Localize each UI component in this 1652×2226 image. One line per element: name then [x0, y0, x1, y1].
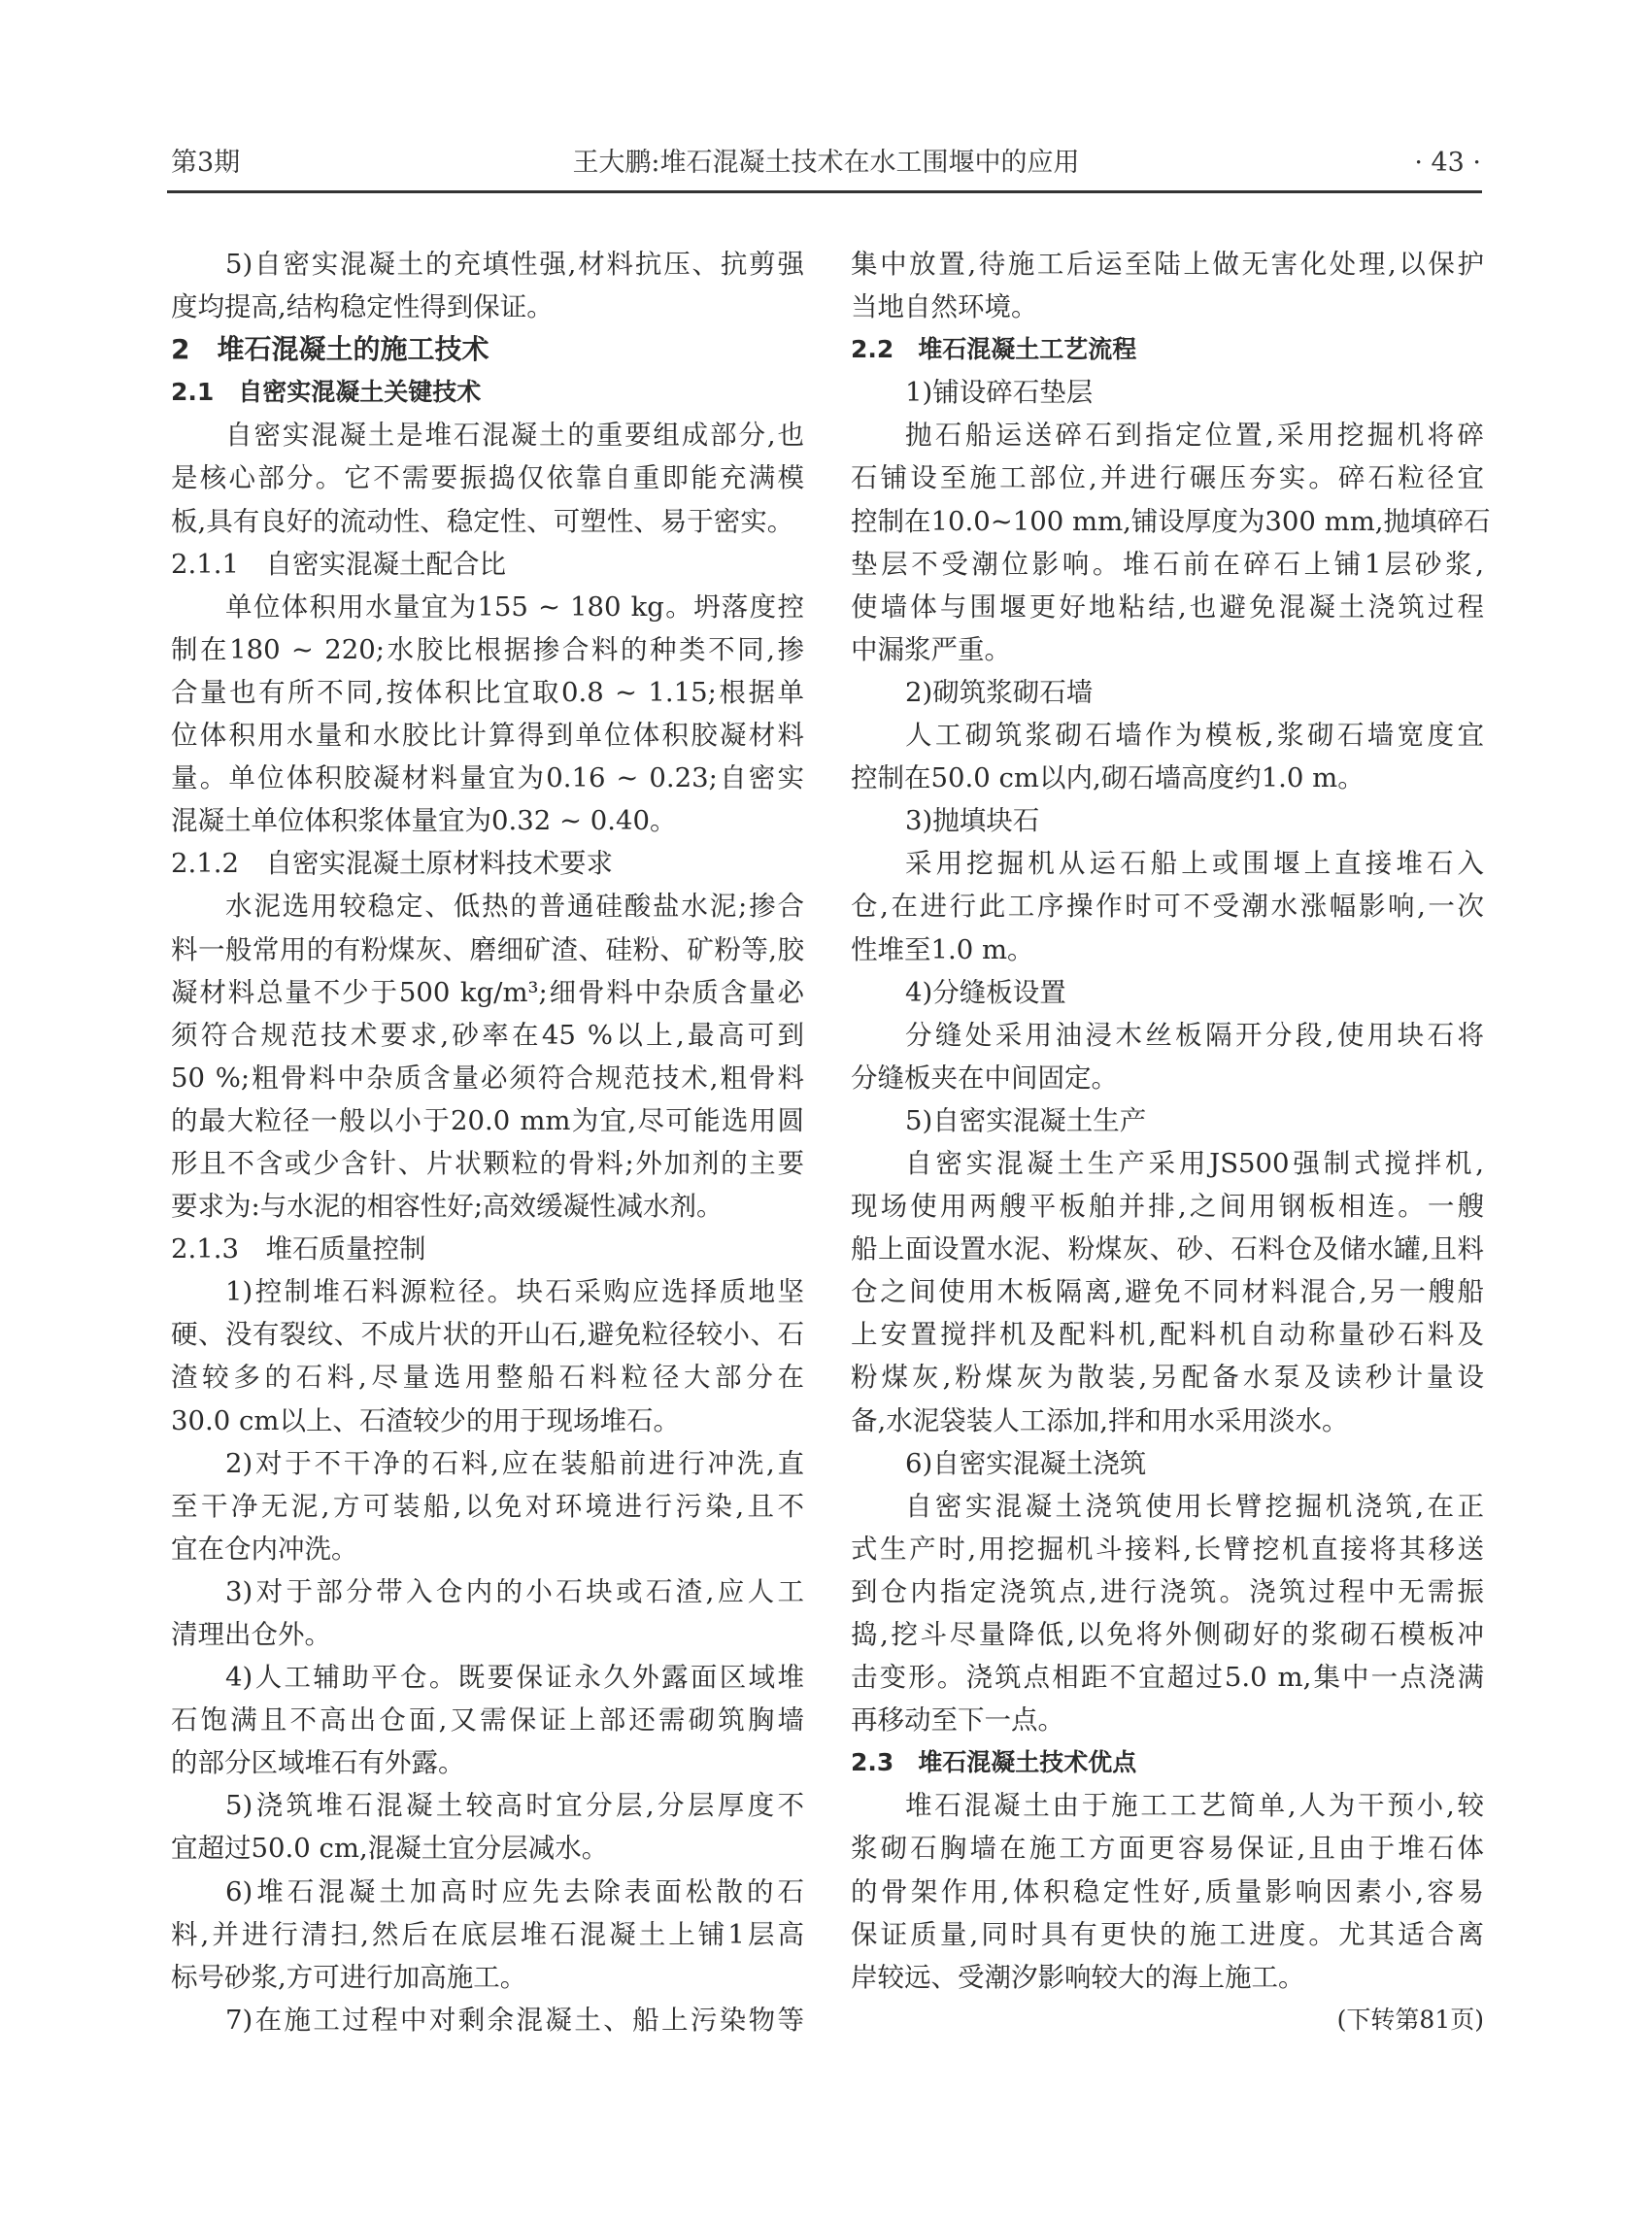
text-line: 5)自密实混凝土的充填性强,材料抗压、抗剪强	[225, 249, 804, 280]
text-line: 2.1.3 堆石质量控制	[171, 1233, 426, 1265]
text-line: 3)抛填块石	[905, 805, 1040, 837]
text-line: 到仓内指定浇筑点,进行浇筑。浇筑过程中无需振	[851, 1575, 1484, 1607]
text-line: 5)浇筑堆石混凝土较高时宜分层,分层厚度不	[225, 1790, 804, 1822]
text-line: 保证质量,同时具有更快的施工进度。尤其适合离	[851, 1918, 1484, 1950]
text-line: 板,具有良好的流动性、稳定性、可塑性、易于密实。	[171, 505, 794, 537]
paragraph	[851, 1485, 1484, 1742]
paragraph	[851, 714, 1484, 799]
paragraph	[171, 1656, 804, 1784]
text-line: 备,水泥袋装人工添加,拌和用水采用淡水。	[851, 1404, 1349, 1436]
text-line: 自密实混凝土生产采用JS500强制式搅拌机,	[905, 1147, 1484, 1179]
text-line: 形且不含或少含针、片状颗粒的骨料;外加剂的主要	[171, 1147, 804, 1179]
paragraph	[171, 1570, 804, 1656]
paragraph	[851, 842, 1484, 970]
text-line: 料一般常用的有粉煤灰、磨细矿渣、硅粉、矿粉等,胶	[171, 933, 804, 965]
text-line: 度均提高,结构稳定性得到保证。	[171, 291, 554, 323]
text-line: 粉煤灰,粉煤灰为散装,另配备水泵及读秒计量设	[851, 1362, 1484, 1394]
text-line: 垫层不受潮位影响。堆石前在碎石上铺1层砂浆,	[851, 548, 1484, 580]
text-line: 击变形。浇筑点相距不宜超过5.0 m,集中一点浇满	[851, 1662, 1484, 1694]
text-line: 2 堆石混凝土的施工技术	[171, 333, 489, 366]
text-line: 是核心部分。它不需要振捣仅依靠自重即能充满模	[171, 462, 804, 494]
text-line: 控制在10.0~100 mm,铺设厚度为300 mm,抛填碎石	[851, 505, 1491, 537]
text-line: 位体积用水量和水胶比计算得到单位体积胶凝材料	[171, 720, 804, 752]
text-line: 分缝处采用油浸木丝板隔开分段,使用块石将	[905, 1019, 1484, 1051]
text-line: 凝材料总量不少于500 kg/m³;细骨料中杂质含量必	[171, 976, 804, 1008]
text-line: 标号砂浆,方可进行加高施工。	[171, 1961, 527, 1993]
text-line: 2)对于不干净的石料,应在装船前进行冲洗,直	[225, 1447, 804, 1479]
text-line: 分缝板夹在中间固定。	[851, 1062, 1118, 1094]
step-heading	[851, 1442, 1484, 1485]
text-line: (下转第81页)	[1336, 2005, 1484, 2034]
text-line: 要求为:与水泥的相容性好;高效缓凝性减水剂。	[171, 1191, 724, 1223]
text-line: 的最大粒径一般以小于20.0 mm为宜,尽可能选用圆	[171, 1104, 804, 1136]
text-line: 1)控制堆石料源粒径。块石采购应选择质地坚	[225, 1276, 804, 1308]
paragraph	[851, 1142, 1484, 1442]
text-line: 上安置搅拌机及配料机,配料机自动称量砂石料及	[851, 1319, 1484, 1351]
text-line: 渣较多的石料,尽量选用整船石料粒径大部分在	[171, 1362, 804, 1394]
header-rule	[167, 190, 1482, 193]
text-line: 2.1.2 自密实混凝土原材料技术要求	[171, 848, 613, 880]
step-heading	[851, 671, 1484, 714]
text-line: 2)砌筑浆砌石墙	[905, 676, 1094, 708]
subsection-heading	[851, 1741, 1484, 1784]
page-number: · 43 ·	[1414, 148, 1481, 178]
step-heading	[851, 799, 1484, 842]
text-line: 2.2 堆石混凝土工艺流程	[851, 335, 1137, 364]
text-line: 性堆至1.0 m。	[851, 933, 1034, 965]
text-line: 集中放置,待施工后运至陆上做无害化处理,以保护	[851, 249, 1484, 280]
paragraph	[171, 1270, 804, 1441]
text-line: 6)堆石混凝土加高时应先去除表面松散的石	[225, 1875, 804, 1907]
text-line: 控制在50.0 cm以内,砌石墙高度约1.0 m。	[851, 762, 1365, 794]
step-heading	[851, 971, 1484, 1014]
text-line: 采用挖掘机从运石船上或围堰上直接堆石入	[905, 848, 1484, 880]
step-heading	[851, 371, 1484, 414]
text-line: 至干净无泥,方可装船,以免对环境进行污染,且不	[171, 1490, 804, 1522]
text-line: 石饱满且不高出仓面,又需保证上部还需砌筑胸墙	[171, 1704, 804, 1737]
text-line: 船上面设置水泥、粉煤灰、砂、石料仓及储水罐,且料	[851, 1233, 1484, 1265]
text-line: 仓之间使用木板隔离,避免不同材料混合,另一艘船	[851, 1276, 1484, 1308]
text-line: 式生产时,用挖掘机斗接料,长臂挖机直接将其移送	[851, 1533, 1484, 1565]
paragraph	[171, 1442, 804, 1570]
text-line: 3)对于部分带入仓内的小石块或石渣,应人工	[225, 1575, 804, 1607]
text-line: 宜超过50.0 cm,混凝土宜分层减水。	[171, 1833, 609, 1865]
text-line: 合量也有所不同,按体积比宜取0.8 ~ 1.15;根据单	[171, 676, 804, 708]
running-title: 王大鹏:堆石混凝土技术在水工围堰中的应用	[572, 148, 1080, 178]
text-line: 再移动至下一点。	[851, 1704, 1064, 1737]
text-line: 岸较远、受潮汐影响较大的海上施工。	[851, 1961, 1305, 1993]
text-line: 6)自密实混凝土浇筑	[905, 1447, 1147, 1479]
paragraph	[851, 414, 1491, 671]
text-line: 使墙体与围堰更好地粘结,也避免混凝土浇筑过程	[851, 590, 1484, 623]
text-line: 2.1 自密实混凝土关键技术	[171, 378, 482, 407]
text-line: 堆石混凝土由于施工工艺简单,人为干预小,较	[905, 1790, 1484, 1822]
text-line: 7)在施工过程中对剩余混凝土、船上污染物等	[225, 2004, 804, 2036]
text-line: 清理出仓外。	[171, 1619, 331, 1650]
text-line: 中漏浆严重。	[851, 633, 1011, 665]
paragraph-continued	[851, 243, 1484, 328]
subsubsection-heading	[171, 1228, 804, 1270]
text-line: 水泥选用较稳定、低热的普通硅酸盐水泥;掺合	[225, 891, 804, 923]
text-line: 5)自密实混凝土生产	[905, 1104, 1147, 1136]
text-line: 当地自然环境。	[851, 291, 1038, 323]
continuation-note	[851, 1999, 1484, 2041]
issue-number: 第3期	[171, 148, 241, 178]
paragraph	[171, 1999, 804, 2041]
text-line: 单位体积用水量宜为155 ~ 180 kg。坍落度控	[225, 590, 804, 623]
text-line: 1)铺设碎石垫层	[905, 377, 1094, 409]
text-line: 2.3 堆石混凝土技术优点	[851, 1748, 1137, 1777]
text-line: 石铺设至施工部位,并进行碾压夯实。碎石粒径宜	[851, 462, 1484, 494]
text-line: 4)人工辅助平仓。既要保证永久外露面区域堆	[225, 1662, 804, 1694]
text-line: 4)分缝板设置	[905, 976, 1066, 1008]
paragraph	[171, 414, 804, 542]
text-line: 30.0 cm以上、石渣较少的用于现场堆石。	[171, 1404, 680, 1436]
text-line: 自密实混凝土是堆石混凝土的重要组成部分,也	[225, 420, 804, 452]
text-line: 硬、没有裂纹、不成片状的开山石,避免粒径较小、石	[171, 1319, 804, 1351]
right-column	[851, 243, 1491, 2041]
text-line: 料,并进行清扫,然后在底层堆石混凝土上铺1层高	[171, 1918, 804, 1950]
text-line: 浆砌石胸墙在施工方面更容易保证,且由于堆石体	[851, 1833, 1484, 1865]
step-heading	[851, 1099, 1484, 1142]
text-line: 现场使用两艘平板舶并排,之间用钢板相连。一艘	[851, 1191, 1484, 1223]
text-line: 的部分区域堆石有外露。	[171, 1747, 465, 1779]
paragraph	[851, 1784, 1484, 1998]
paragraph	[171, 1871, 804, 1999]
text-line: 2.1.1 自密实混凝土配合比	[171, 548, 506, 580]
paragraph	[851, 1014, 1484, 1099]
text-line: 的骨架作用,体积稳定性好,质量影响因素小,容易	[851, 1875, 1484, 1907]
text-line: 50 %;粗骨料中杂质含量必须符合规范技术,粗骨料	[171, 1062, 804, 1094]
text-line: 自密实混凝土浇筑使用长臂挖掘机浇筑,在正	[905, 1490, 1484, 1522]
subsubsection-heading	[171, 543, 804, 586]
subsubsection-heading	[171, 842, 804, 885]
subsection-heading	[851, 328, 1484, 371]
paragraph	[171, 1784, 804, 1870]
text-line: 量。单位体积胶凝材料量宜为0.16 ~ 0.23;自密实	[171, 762, 804, 794]
text-line: 须符合规范技术要求,砂率在45 %以上,最高可到	[171, 1019, 804, 1051]
paragraph	[171, 586, 804, 843]
subsection-heading	[171, 371, 804, 414]
paragraph	[171, 243, 804, 328]
left-column	[171, 243, 804, 2041]
text-line: 宜在仓内冲洗。	[171, 1533, 358, 1565]
text-line: 混凝土单位体积浆体量宜为0.32 ~ 0.40。	[171, 805, 677, 837]
text-line: 制在180 ~ 220;水胶比根据掺合料的种类不同,掺	[171, 633, 804, 665]
section-heading	[171, 328, 804, 371]
text-line: 仓,在进行此工序操作时可不受潮水涨幅影响,一次	[851, 891, 1484, 923]
paragraph	[171, 885, 804, 1228]
text-line: 捣,挖斗尽量降低,以免将外侧砌好的浆砌石模板冲	[851, 1619, 1484, 1650]
text-line: 抛石船运送碎石到指定位置,采用挖掘机将碎	[905, 420, 1484, 452]
text-line: 人工砌筑浆砌石墙作为模板,浆砌石墙宽度宜	[905, 720, 1484, 752]
